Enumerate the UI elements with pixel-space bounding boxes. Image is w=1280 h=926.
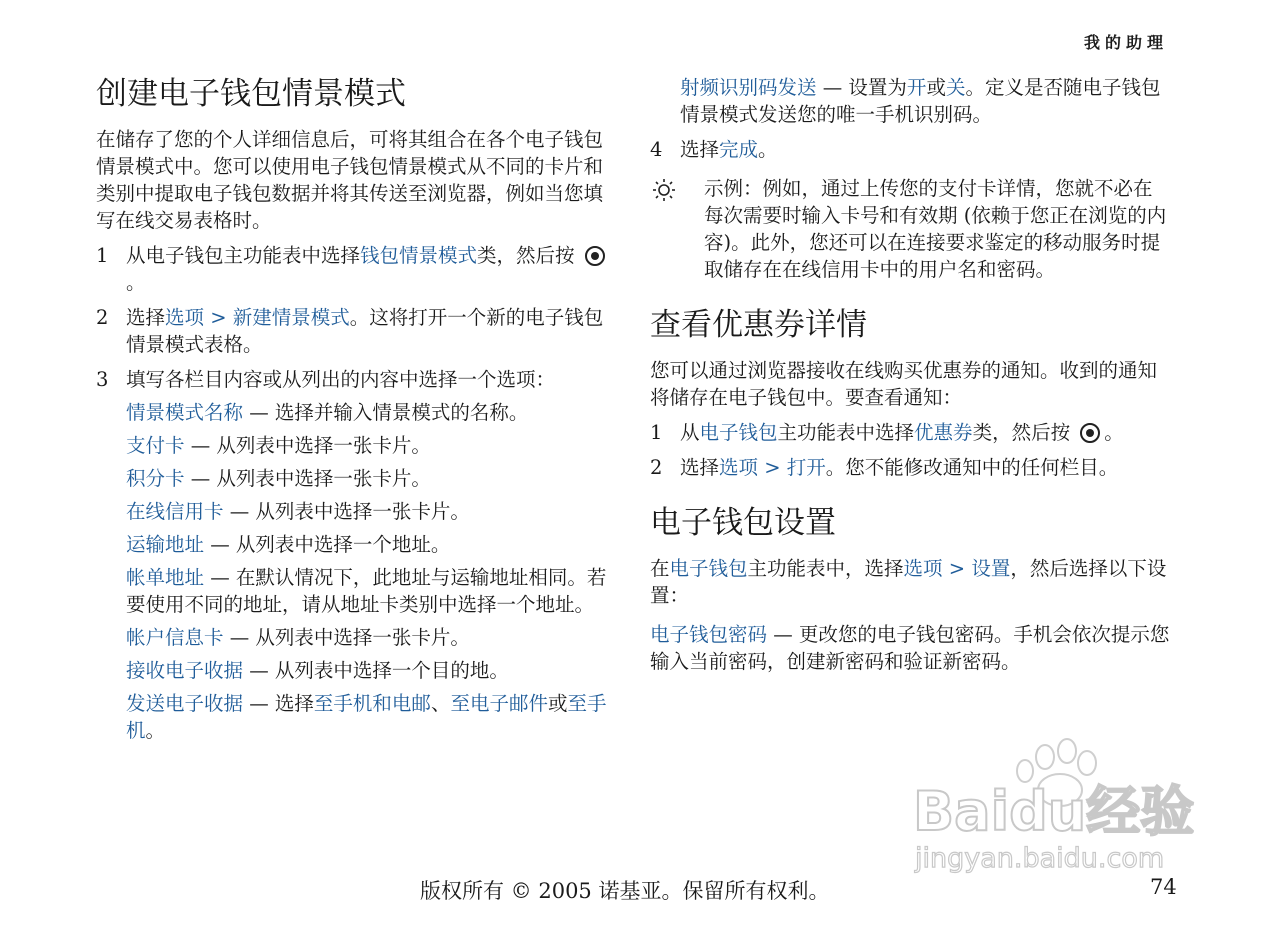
field-item [96,564,616,618]
link-options: 选项 [903,557,943,580]
step-number: 2 [96,306,109,329]
step-number: 4 [650,138,663,161]
intro-paragraph: 在储存了您的个人详细信息后，可将其组合在各个电子钱包情景模式中。您可以使用电子钱包情景模式从不同的卡片和类别中提取电子钱包数据并将其传送至浏览器，例如当您填写在线交易表格时。 [96,128,604,232]
punctuation: 。 [145,719,166,742]
separator: > [942,557,972,580]
step-number: 1 [96,244,109,267]
field-label: 帐户信息卡 [126,626,224,649]
setting-wallet-password [650,621,1170,675]
text: 在 [650,557,670,580]
settings-intro [650,555,1170,609]
option-phone: 至手机 [126,692,607,742]
lightbulb-icon [650,177,682,205]
step-text: 。 [1104,421,1124,444]
field-desc: — 从列表中选择一张卡片。 [223,500,470,523]
left-column [96,70,616,744]
field-item [96,432,616,459]
select-key-icon [585,246,605,266]
field-desc: — 从列表中选择一个目的地。 [243,659,509,682]
text: 主功能表中，选择 [747,557,904,580]
coupon-step-2 [650,454,1170,481]
separator: > [758,456,787,479]
field-item [96,624,616,651]
field-list [96,399,616,744]
field-desc: 。定义是否随电子钱包情景模式发送您的唯一手机识别码。 [680,76,1161,126]
step-text: 。 [758,138,778,161]
option-phone-email: 至手机和电邮 [313,692,431,715]
field-item [96,657,616,684]
step-text: 类，然后按 [972,421,1071,444]
step-2 [96,304,616,358]
field-desc: — 从列表中选择一张卡片。 [184,434,431,457]
step-text: 选择 [126,306,166,329]
link-done: 完成 [719,138,759,161]
field-item-rfid [650,74,1170,128]
tip-box [650,175,1170,283]
step-text: 选择 [680,456,720,479]
text: ，然后选择以下设置： [650,557,1167,607]
section-title-create-profile: 创建电子钱包情景模式 [96,76,406,112]
step-text: 。这将打开一个新的电子钱包情景模式表格。 [126,306,604,356]
separator: 、 [430,692,451,715]
link-settings: 设置 [971,557,1011,580]
field-label: 情景模式名称 [126,401,244,424]
option-email: 至电子邮件 [450,692,548,715]
step-1 [96,242,616,296]
field-label: 在线信用卡 [126,500,224,523]
step-number: 1 [650,421,663,444]
link-coupons: 优惠券 [914,421,973,444]
step-4 [650,136,1170,163]
step-text: 类，然后按 [477,244,575,267]
field-item [96,531,616,558]
coupon-intro: 您可以通过浏览器接收在线购买优惠券的通知。收到的通知将储存在电子钱包中。要查看通知： [650,359,1158,409]
link-new-profile: 新建情景模式 [232,306,350,329]
tip-label: 示例： [704,177,763,200]
field-label: 积分卡 [126,467,185,490]
right-column [650,72,1170,675]
link-options: 选项 [165,306,205,329]
option-off: 关 [945,76,966,99]
step-text: 选择 [680,138,720,161]
field-label: 帐单地址 [126,566,205,589]
link-open: 打开 [786,456,826,479]
baidu-watermark [905,735,1205,875]
field-desc: — 在默认情况下，此地址与运输地址相同。若要使用不同的地址，请从地址卡类别中选择一个地址。 [126,566,607,616]
link-options: 选项 [719,456,759,479]
field-desc: — 从列表中选择一个地址。 [204,533,451,556]
field-desc: — 选择并输入情景模式的名称。 [243,401,529,424]
setting-desc: — 更改您的电子钱包密码。手机会依次提示您输入当前密码，创建新密码和验证新密码。 [650,623,1170,673]
watermark-brand: Baidu经验 [913,780,1195,843]
field-desc: — 选择 [243,692,314,715]
section-title-coupons: 查看优惠券详情 [650,307,867,343]
select-key-icon [1080,423,1100,443]
link-wallet: 电子钱包 [669,557,748,580]
running-header: 我的助理 [1083,33,1168,52]
field-item [96,498,616,525]
option-on: 开 [906,76,927,99]
step-text: 从电子钱包主功能表中选择 [126,244,361,267]
step-3 [96,366,616,393]
page-number: 74 [1150,875,1177,899]
coupon-step-1 [650,419,1170,446]
field-desc: — 从列表中选择一张卡片。 [223,626,470,649]
watermark-url: jingyan.baidu.com [915,843,1165,874]
link-wallet: 电子钱包 [699,421,778,444]
step-text: 填写各栏目内容或从列出的内容中选择一个选项： [126,368,556,391]
copyright-footer: 版权所有 © 2005 诺基亚。保留所有权利。 [420,879,830,903]
step-text: 从 [680,421,700,444]
field-desc: — 设置为 [816,76,907,99]
field-label: 发送电子收据 [126,692,244,715]
field-label: 接收电子收据 [126,659,244,682]
field-label: 运输地址 [126,533,205,556]
field-item [96,465,616,492]
field-label: 射频识别码发送 [680,76,817,99]
field-label: 支付卡 [126,434,185,457]
section-title-settings: 电子钱包设置 [650,505,836,541]
field-item [96,399,616,426]
step-text: 。您不能修改通知中的任何栏目。 [825,456,1119,479]
tip-text: 例如，通过上传您的支付卡详情，您就不必在每次需要时输入卡号和有效期 (依赖于您正在浏览的内容)。此外，您还可以在连接要求鉴定的移动服务时提取储存在在线信用卡中的用户名和密码。 [704,177,1167,281]
step-number: 3 [96,368,109,391]
field-item-send-receipt [96,690,616,744]
field-desc: — 从列表中选择一张卡片。 [184,467,431,490]
link-wallet-profile: 钱包情景模式 [360,244,478,267]
setting-label: 电子钱包密码 [650,623,768,646]
conjunction: 或 [926,76,946,99]
separator: > [204,306,233,329]
step-text: 。 [126,271,146,294]
step-number: 2 [650,456,663,479]
step-text: 主功能表中选择 [777,421,915,444]
conjunction: 或 [547,692,568,715]
